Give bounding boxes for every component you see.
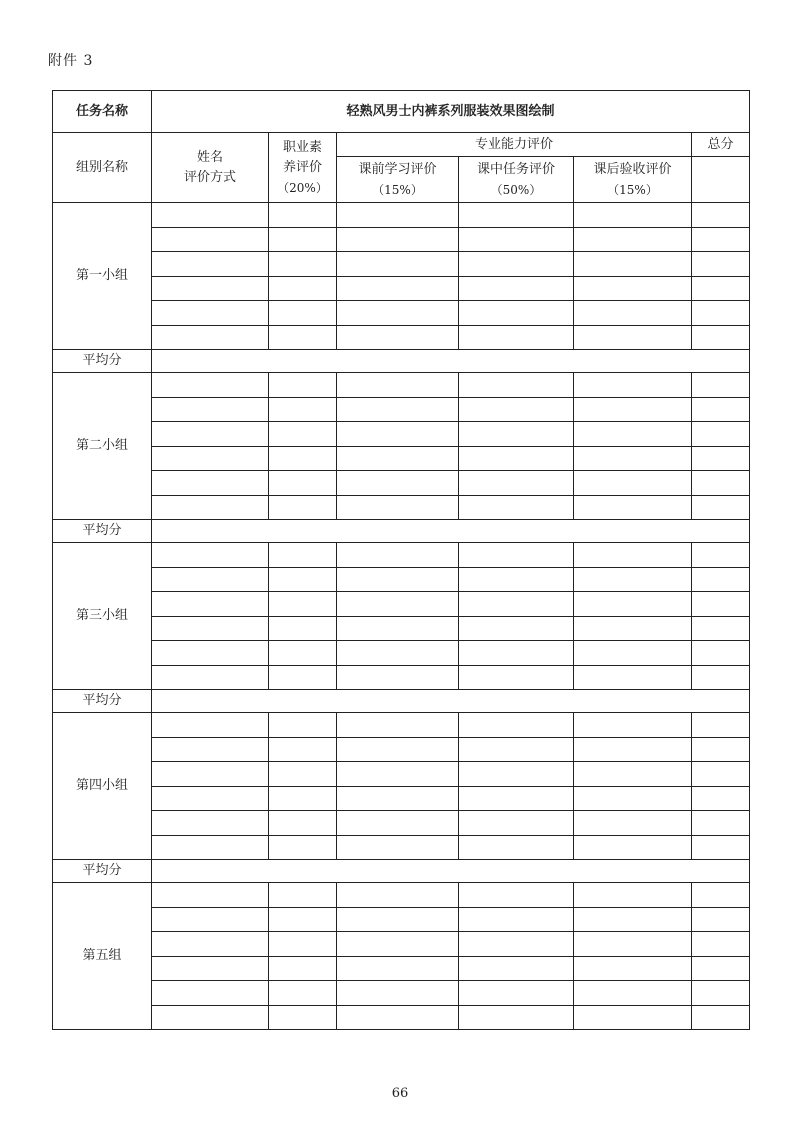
- group-name-header: 组别名称: [53, 133, 152, 203]
- name-cell[interactable]: [152, 543, 269, 568]
- total-score-cell[interactable]: [692, 737, 750, 762]
- post-class-score-cell[interactable]: [574, 762, 692, 787]
- pre-class-score-cell[interactable]: [337, 397, 459, 422]
- in-class-score-cell[interactable]: [459, 616, 574, 641]
- post-class-score-cell[interactable]: [574, 665, 692, 690]
- post-class-header-pct: （15%）: [607, 182, 658, 197]
- table-row: [53, 567, 750, 592]
- average-label: 平均分: [53, 860, 152, 883]
- total-score-cell[interactable]: [692, 301, 750, 326]
- post-class-header: [574, 157, 692, 203]
- table-row: [53, 325, 750, 350]
- group-name-cell: 第四小组: [53, 713, 152, 860]
- table-row: [53, 665, 750, 690]
- in-class-score-cell[interactable]: [459, 956, 574, 981]
- total-header: 总分: [692, 133, 750, 157]
- average-row: [53, 350, 750, 373]
- post-class-score-cell[interactable]: [574, 276, 692, 301]
- total-score-cell[interactable]: [692, 471, 750, 496]
- in-class-score-cell[interactable]: [459, 762, 574, 787]
- pre-class-score-cell[interactable]: [337, 835, 459, 860]
- professional-score-cell[interactable]: [269, 811, 337, 836]
- total-score-cell[interactable]: [692, 422, 750, 447]
- professional-header-pct: （20%）: [277, 180, 328, 195]
- total-score-cell[interactable]: [692, 665, 750, 690]
- post-class-score-cell[interactable]: [574, 907, 692, 932]
- post-class-score-cell[interactable]: [574, 471, 692, 496]
- name-cell[interactable]: [152, 252, 269, 277]
- post-class-score-cell[interactable]: [574, 203, 692, 228]
- total-score-cell[interactable]: [692, 543, 750, 568]
- professional-score-cell[interactable]: [269, 446, 337, 471]
- in-class-score-cell[interactable]: [459, 567, 574, 592]
- name-cell[interactable]: [152, 592, 269, 617]
- task-name-label: 任务名称: [53, 91, 152, 133]
- total-score-cell[interactable]: [692, 762, 750, 787]
- name-cell[interactable]: [152, 301, 269, 326]
- professional-score-cell[interactable]: [269, 1005, 337, 1030]
- in-class-score-cell[interactable]: [459, 811, 574, 836]
- post-class-score-cell[interactable]: [574, 592, 692, 617]
- evaluation-table: [52, 90, 750, 1030]
- name-cell[interactable]: [152, 471, 269, 496]
- in-class-score-cell[interactable]: [459, 422, 574, 447]
- in-class-score-cell[interactable]: [459, 665, 574, 690]
- name-header-text: 姓名: [196, 149, 223, 165]
- pre-class-score-cell[interactable]: [337, 811, 459, 836]
- table-row: [53, 227, 750, 252]
- post-class-score-cell[interactable]: [574, 252, 692, 277]
- pre-class-score-cell[interactable]: [337, 592, 459, 617]
- in-class-score-cell[interactable]: [459, 592, 574, 617]
- name-cell[interactable]: [152, 981, 269, 1006]
- post-class-header-text: 课后验收评价: [593, 161, 672, 177]
- post-class-score-cell[interactable]: [574, 737, 692, 762]
- total-score-cell[interactable]: [692, 932, 750, 957]
- pre-class-score-cell[interactable]: [337, 276, 459, 301]
- professional-score-cell[interactable]: [269, 252, 337, 277]
- table-row: [53, 301, 750, 326]
- in-class-score-cell[interactable]: [459, 907, 574, 932]
- post-class-score-cell[interactable]: [574, 543, 692, 568]
- pre-class-score-cell[interactable]: [337, 665, 459, 690]
- group-name-cell: 第二小组: [53, 373, 152, 520]
- total-score-cell[interactable]: [692, 641, 750, 666]
- pre-class-score-cell[interactable]: [337, 883, 459, 908]
- in-class-score-cell[interactable]: [459, 276, 574, 301]
- in-class-score-cell[interactable]: [459, 373, 574, 398]
- name-cell[interactable]: [152, 956, 269, 981]
- name-cell[interactable]: [152, 495, 269, 520]
- name-cell[interactable]: [152, 276, 269, 301]
- table-row: [53, 203, 750, 228]
- in-class-score-cell[interactable]: [459, 835, 574, 860]
- name-cell[interactable]: [152, 665, 269, 690]
- total-score-cell[interactable]: [692, 786, 750, 811]
- in-class-score-cell[interactable]: [459, 641, 574, 666]
- in-class-score-cell[interactable]: [459, 495, 574, 520]
- pre-class-score-cell[interactable]: [337, 325, 459, 350]
- post-class-score-cell[interactable]: [574, 641, 692, 666]
- total-score-cell[interactable]: [692, 203, 750, 228]
- ability-header: 专业能力评价: [337, 133, 692, 157]
- pre-class-score-cell[interactable]: [337, 641, 459, 666]
- pre-class-score-cell[interactable]: [337, 981, 459, 1006]
- name-cell[interactable]: [152, 325, 269, 350]
- professional-header: [269, 133, 337, 203]
- table-row: [53, 883, 750, 908]
- total-score-cell[interactable]: [692, 592, 750, 617]
- group-name-cell: 第五组: [53, 883, 152, 1030]
- professional-score-cell[interactable]: [269, 713, 337, 738]
- name-cell[interactable]: [152, 446, 269, 471]
- name-cell[interactable]: [152, 567, 269, 592]
- in-class-score-cell[interactable]: [459, 932, 574, 957]
- total-score-cell[interactable]: [692, 325, 750, 350]
- post-class-score-cell[interactable]: [574, 227, 692, 252]
- post-class-score-cell[interactable]: [574, 883, 692, 908]
- table-row: [53, 932, 750, 957]
- professional-score-cell[interactable]: [269, 203, 337, 228]
- pre-class-score-cell[interactable]: [337, 932, 459, 957]
- name-method-header: [152, 133, 269, 203]
- total-score-cell[interactable]: [692, 956, 750, 981]
- professional-score-cell[interactable]: [269, 665, 337, 690]
- total-header-empty: [692, 157, 750, 203]
- total-score-cell[interactable]: [692, 397, 750, 422]
- total-score-cell[interactable]: [692, 446, 750, 471]
- pre-class-score-cell[interactable]: [337, 956, 459, 981]
- pre-class-score-cell[interactable]: [337, 495, 459, 520]
- professional-score-cell[interactable]: [269, 737, 337, 762]
- pre-class-score-cell[interactable]: [337, 907, 459, 932]
- pre-class-score-cell[interactable]: [337, 616, 459, 641]
- pre-class-score-cell[interactable]: [337, 762, 459, 787]
- professional-score-cell[interactable]: [269, 835, 337, 860]
- name-cell[interactable]: [152, 713, 269, 738]
- pre-class-score-cell[interactable]: [337, 713, 459, 738]
- pre-class-score-cell[interactable]: [337, 786, 459, 811]
- name-cell[interactable]: [152, 397, 269, 422]
- in-class-score-cell[interactable]: [459, 252, 574, 277]
- pre-class-score-cell[interactable]: [337, 227, 459, 252]
- in-class-score-cell[interactable]: [459, 543, 574, 568]
- table-row: [53, 811, 750, 836]
- total-score-cell[interactable]: [692, 276, 750, 301]
- name-cell[interactable]: [152, 203, 269, 228]
- professional-score-cell[interactable]: [269, 641, 337, 666]
- pre-class-score-cell[interactable]: [337, 567, 459, 592]
- pre-class-score-cell[interactable]: [337, 203, 459, 228]
- pre-class-score-cell[interactable]: [337, 1005, 459, 1030]
- table-row: [53, 762, 750, 787]
- name-cell[interactable]: [152, 616, 269, 641]
- in-class-score-cell[interactable]: [459, 397, 574, 422]
- table-row: [53, 713, 750, 738]
- name-cell[interactable]: [152, 641, 269, 666]
- average-row: [53, 520, 750, 543]
- pre-class-score-cell[interactable]: [337, 252, 459, 277]
- in-class-score-cell[interactable]: [459, 1005, 574, 1030]
- total-score-cell[interactable]: [692, 616, 750, 641]
- table-row: [53, 981, 750, 1006]
- professional-score-cell[interactable]: [269, 495, 337, 520]
- table-row: [53, 397, 750, 422]
- post-class-score-cell[interactable]: [574, 1005, 692, 1030]
- post-class-score-cell[interactable]: [574, 301, 692, 326]
- professional-score-cell[interactable]: [269, 956, 337, 981]
- post-class-score-cell[interactable]: [574, 811, 692, 836]
- professional-score-cell[interactable]: [269, 907, 337, 932]
- table-row: [53, 641, 750, 666]
- name-cell[interactable]: [152, 1005, 269, 1030]
- post-class-score-cell[interactable]: [574, 713, 692, 738]
- pre-class-score-cell[interactable]: [337, 422, 459, 447]
- in-class-header-text: 课中任务评价: [476, 161, 555, 177]
- average-row: [53, 690, 750, 713]
- professional-header-line2: 养评价: [282, 159, 322, 175]
- name-cell[interactable]: [152, 883, 269, 908]
- table-row: [53, 786, 750, 811]
- table-row: [53, 373, 750, 398]
- in-class-score-cell[interactable]: [459, 981, 574, 1006]
- average-label: 平均分: [53, 520, 152, 543]
- group-name-cell: 第一小组: [53, 203, 152, 350]
- post-class-score-cell[interactable]: [574, 956, 692, 981]
- table-row: [53, 252, 750, 277]
- in-class-score-cell[interactable]: [459, 301, 574, 326]
- method-header-text: 评价方式: [183, 169, 236, 185]
- total-score-cell[interactable]: [692, 373, 750, 398]
- total-score-cell[interactable]: [692, 227, 750, 252]
- average-row: [53, 860, 750, 883]
- name-cell[interactable]: [152, 227, 269, 252]
- page-number: 66: [391, 1086, 409, 1101]
- post-class-score-cell[interactable]: [574, 932, 692, 957]
- name-cell[interactable]: [152, 932, 269, 957]
- professional-score-cell[interactable]: [269, 762, 337, 787]
- table-row: [53, 616, 750, 641]
- average-label: 平均分: [53, 690, 152, 713]
- professional-score-cell[interactable]: [269, 227, 337, 252]
- total-score-cell[interactable]: [692, 252, 750, 277]
- pre-class-score-cell[interactable]: [337, 301, 459, 326]
- total-score-cell[interactable]: [692, 495, 750, 520]
- in-class-score-cell[interactable]: [459, 883, 574, 908]
- post-class-score-cell[interactable]: [574, 981, 692, 1006]
- in-class-header-pct: （50%）: [490, 182, 542, 197]
- total-score-cell[interactable]: [692, 835, 750, 860]
- professional-score-cell[interactable]: [269, 325, 337, 350]
- pre-class-score-cell[interactable]: [337, 543, 459, 568]
- title-row: [53, 91, 750, 133]
- table-row: [53, 592, 750, 617]
- professional-score-cell[interactable]: [269, 981, 337, 1006]
- post-class-score-cell[interactable]: [574, 835, 692, 860]
- table-row: [53, 956, 750, 981]
- average-value-cell[interactable]: [152, 860, 750, 883]
- table-row: [53, 543, 750, 568]
- average-value-cell[interactable]: [152, 690, 750, 713]
- name-cell[interactable]: [152, 422, 269, 447]
- total-score-cell[interactable]: [692, 1005, 750, 1030]
- post-class-score-cell[interactable]: [574, 616, 692, 641]
- post-class-score-cell[interactable]: [574, 786, 692, 811]
- professional-score-cell[interactable]: [269, 883, 337, 908]
- pre-class-header-pct: （15%）: [372, 182, 423, 197]
- professional-score-cell[interactable]: [269, 786, 337, 811]
- attachment-label: 附件 3: [48, 53, 94, 69]
- total-score-cell[interactable]: [692, 883, 750, 908]
- post-class-score-cell[interactable]: [574, 373, 692, 398]
- total-score-cell[interactable]: [692, 811, 750, 836]
- professional-score-cell[interactable]: [269, 397, 337, 422]
- name-cell[interactable]: [152, 811, 269, 836]
- total-score-cell[interactable]: [692, 567, 750, 592]
- name-cell[interactable]: [152, 373, 269, 398]
- group-name-cell: 第三小组: [53, 543, 152, 690]
- professional-score-cell[interactable]: [269, 616, 337, 641]
- average-value-cell[interactable]: [152, 350, 750, 373]
- post-class-score-cell[interactable]: [574, 325, 692, 350]
- professional-score-cell[interactable]: [269, 276, 337, 301]
- post-class-score-cell[interactable]: [574, 446, 692, 471]
- professional-header-line1: 职业素: [282, 139, 322, 155]
- professional-score-cell[interactable]: [269, 592, 337, 617]
- name-cell[interactable]: [152, 737, 269, 762]
- in-class-score-cell[interactable]: [459, 786, 574, 811]
- name-cell[interactable]: [152, 835, 269, 860]
- professional-score-cell[interactable]: [269, 373, 337, 398]
- table-row: [53, 422, 750, 447]
- table-row: [53, 1005, 750, 1030]
- pre-class-header-text: 课前学习评价: [358, 161, 437, 177]
- pre-class-score-cell[interactable]: [337, 737, 459, 762]
- table-row: [53, 276, 750, 301]
- professional-score-cell[interactable]: [269, 422, 337, 447]
- in-class-score-cell[interactable]: [459, 446, 574, 471]
- in-class-score-cell[interactable]: [459, 203, 574, 228]
- total-score-cell[interactable]: [692, 907, 750, 932]
- total-score-cell[interactable]: [692, 981, 750, 1006]
- professional-score-cell[interactable]: [269, 543, 337, 568]
- name-cell[interactable]: [152, 907, 269, 932]
- table-row: [53, 446, 750, 471]
- task-name-value: 轻熟风男士内裤系列服装效果图绘制: [152, 91, 750, 133]
- post-class-score-cell[interactable]: [574, 567, 692, 592]
- professional-score-cell[interactable]: [269, 567, 337, 592]
- pre-class-score-cell[interactable]: [337, 446, 459, 471]
- in-class-header: [459, 157, 574, 203]
- pre-class-score-cell[interactable]: [337, 373, 459, 398]
- name-cell[interactable]: [152, 786, 269, 811]
- average-label: 平均分: [53, 350, 152, 373]
- pre-class-header: [337, 157, 459, 203]
- total-score-cell[interactable]: [692, 713, 750, 738]
- in-class-score-cell[interactable]: [459, 471, 574, 496]
- in-class-score-cell[interactable]: [459, 737, 574, 762]
- in-class-score-cell[interactable]: [459, 713, 574, 738]
- table-row: [53, 835, 750, 860]
- name-cell[interactable]: [152, 762, 269, 787]
- post-class-score-cell[interactable]: [574, 422, 692, 447]
- in-class-score-cell[interactable]: [459, 325, 574, 350]
- average-value-cell[interactable]: [152, 520, 750, 543]
- professional-score-cell[interactable]: [269, 301, 337, 326]
- table-row: [53, 471, 750, 496]
- table-row: [53, 495, 750, 520]
- post-class-score-cell[interactable]: [574, 397, 692, 422]
- pre-class-score-cell[interactable]: [337, 471, 459, 496]
- header-row-1: [53, 133, 750, 157]
- post-class-score-cell[interactable]: [574, 495, 692, 520]
- table-row: [53, 737, 750, 762]
- professional-score-cell[interactable]: [269, 471, 337, 496]
- in-class-score-cell[interactable]: [459, 227, 574, 252]
- professional-score-cell[interactable]: [269, 932, 337, 957]
- table-row: [53, 907, 750, 932]
